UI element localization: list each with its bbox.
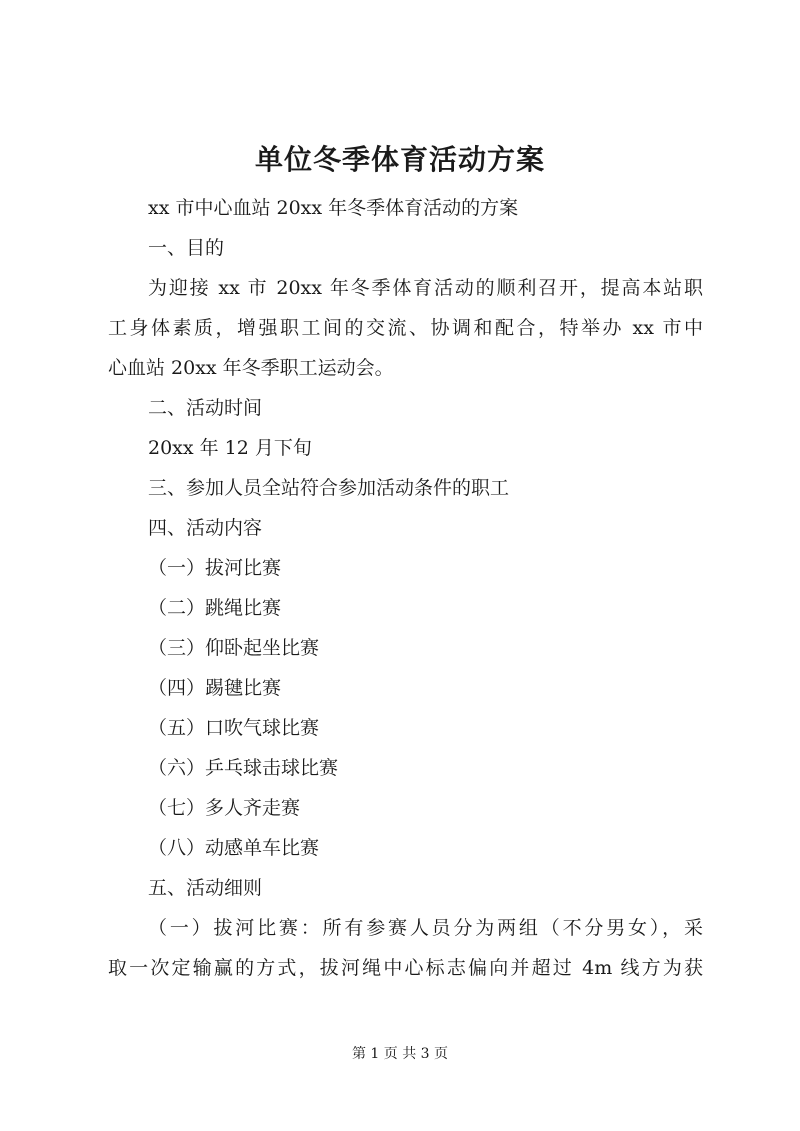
paragraph-time: 20xx 年 12 月下旬 [148, 437, 312, 459]
paragraph-details-line-2: 取一次定输赢的方式，拔河绳中心标志偏向并超过 4m 线方为获 [108, 957, 703, 979]
section-heading-participants: 三、参加人员全站符合参加活动条件的职工 [148, 477, 510, 499]
document-body [108, 188, 703, 988]
section-heading-time: 二、活动时间 [148, 397, 263, 419]
list-item-spinning: （八）动感单车比赛 [148, 837, 320, 859]
page-footer: 第 1 页 共 3 页 [351, 1046, 449, 1062]
document-title: 单位冬季体育活动方案 [254, 143, 545, 176]
list-item-sit-ups: （三）仰卧起坐比赛 [148, 637, 320, 659]
list-item-group-walk: （七）多人齐走赛 [148, 797, 301, 819]
section-heading-purpose: 一、目的 [148, 237, 225, 259]
section-heading-details: 五、活动细则 [148, 877, 263, 899]
paragraph-subtitle: xx 市中心血站 20xx 年冬季体育活动的方案 [148, 197, 519, 219]
section-heading-content: 四、活动内容 [148, 517, 263, 539]
list-item-table-tennis: （六）乒乓球击球比赛 [148, 757, 339, 779]
paragraph-purpose-line-1: 为迎接 xx 市 20xx 年冬季体育活动的顺利召开，提高本站职 [148, 277, 703, 299]
paragraph-purpose-line-2: 工身体素质，增强职工间的交流、协调和配合，特举办 xx 市中 [108, 317, 703, 339]
list-item-tug-of-war: （一）拔河比赛 [148, 557, 282, 579]
paragraph-details-line-1: （一）拔河比赛：所有参赛人员分为两组（不分男女），采 [148, 917, 703, 939]
paragraph-purpose-line-3: 心血站 20xx 年冬季职工运动会。 [108, 357, 394, 379]
list-item-shuttlecock: （四）踢毽比赛 [148, 677, 282, 699]
list-item-rope-skipping: （二）跳绳比赛 [148, 597, 282, 619]
list-item-balloon: （五）口吹气球比赛 [148, 717, 320, 739]
